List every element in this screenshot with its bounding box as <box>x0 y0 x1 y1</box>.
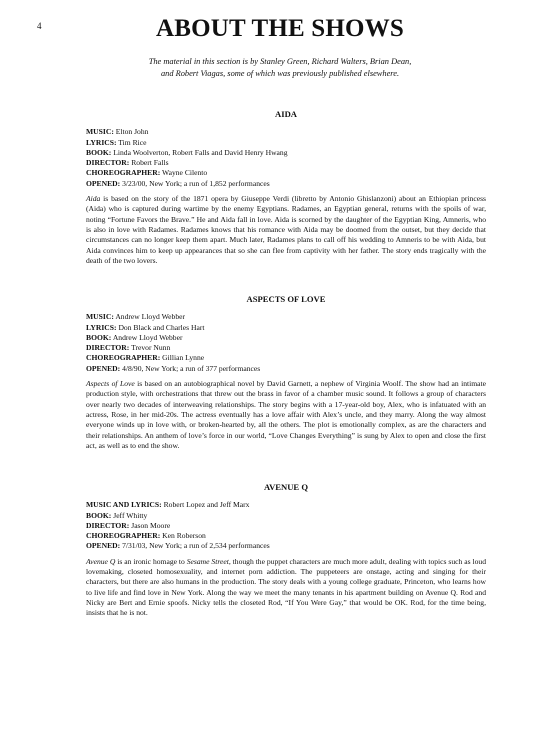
credit-label: OPENED: <box>86 178 121 188</box>
credit-music <box>86 127 486 137</box>
credit-value: 4/8/90, New York; a run of 377 performances <box>122 363 261 373</box>
credits-block <box>86 500 486 551</box>
credit-book <box>86 333 486 343</box>
credit-value: Andrew Lloyd Webber <box>115 312 186 322</box>
credits-block <box>86 312 486 374</box>
credit-director <box>86 521 486 531</box>
credit-value: Robert Lopez and Jeff Marx <box>163 500 250 510</box>
show-entry-aspects-of-love <box>86 294 486 451</box>
credit-label: BOOK: <box>86 147 112 157</box>
synopsis <box>86 379 486 451</box>
credit-music <box>86 312 486 322</box>
credit-label: LYRICS: <box>86 137 117 147</box>
show-entry-avenue-q <box>86 482 486 619</box>
synopsis-text: is based on the story of the 1871 opera by Giuseppe Verdi (libretto by Antonio Ghislanzoni) about an Ethiopian princess (Aida) who is captured during wartime by the enemy Egyptians. Radames, an Egyptian general, returns with the spoils of war, noting “Fortune Favors the Brave.” He and Aida fall in love. Aida is scorned by the daughter of the Egyptian King, Amneris, who is also in love with Radames. Radames knows that his romance with Aida may be doomed from the outset, but they decide that circumstances can no longer keep them apart. Much later, Radames plans to call off his wedding to Amneris to be with Aida, but Aida convinces him to keep up appearances that so she can flee from captivity with her father. The story ends tragically with the death of the two lovers. <box>86 194 486 265</box>
credit-music-and-lyrics <box>86 500 486 510</box>
page-number: 4 <box>37 21 42 31</box>
intro-line: The material in this section is by Stanley Green, Richard Walters, Brian Dean, <box>148 57 412 66</box>
credit-value: Trevor Nunn <box>131 343 171 353</box>
credit-label: DIRECTOR: <box>86 158 130 168</box>
credit-value: Tim Rice <box>118 137 147 147</box>
show-name-italic: Aspects of Love <box>86 379 135 389</box>
credit-choreographer <box>86 531 486 541</box>
credit-value: Jason Moore <box>131 520 171 530</box>
show-title: ASPECTS OF LOVE <box>246 294 326 304</box>
show-entry-aida <box>86 109 486 266</box>
synopsis-text: , though the puppet characters are much more adult, dealing with topics such as loud lovemaking, closeted homosexuality, and internet porn addiction. The puppeteers are onstage, acting and singing for their characters, but there are also humans in the production. The story deals with a young college graduate, Princeton, who learns how to live life and find love in New York. Along the way we meet the many tenants in his apartment building on Avenue Q. Rod and Nicky are Bert and Ernie spoofs. Nicky tells the closeted Rod, “If You Were Gay,” that would be OK. Rod, for the time being, insists that he is not. <box>86 556 486 618</box>
credit-label: OPENED: <box>86 363 121 373</box>
synopsis <box>86 194 486 266</box>
credit-value: Elton John <box>115 127 149 137</box>
credit-label: MUSIC AND LYRICS: <box>86 500 162 510</box>
credit-value: Don Black and Charles Hart <box>118 322 205 332</box>
credit-value: Linda Woolverton, Robert Falls and David Henry Hwang <box>113 147 288 157</box>
show-title: AIDA <box>275 109 297 119</box>
credit-label: CHOREOGRAPHER: <box>86 531 161 541</box>
credit-opened <box>86 541 486 551</box>
reference-italic: Sesame Street <box>186 556 229 566</box>
credit-label: CHOREOGRAPHER: <box>86 168 161 178</box>
credit-lyrics <box>86 323 486 333</box>
credit-book <box>86 148 486 158</box>
credit-lyrics <box>86 138 486 148</box>
credit-value: Wayne Cilento <box>162 168 208 178</box>
credit-opened <box>86 179 486 189</box>
credit-director <box>86 343 486 353</box>
show-name-italic: Avenue Q <box>86 556 116 566</box>
credit-book <box>86 511 486 521</box>
credit-value: Andrew Lloyd Webber <box>112 332 183 342</box>
credit-label: DIRECTOR: <box>86 343 130 353</box>
credit-value: 7/31/03, New York; a run of 2,534 performances <box>122 541 270 551</box>
credit-value: Gillian Lynne <box>162 353 205 363</box>
credit-value: Jeff Whitty <box>113 510 148 520</box>
credit-label: BOOK: <box>86 332 112 342</box>
credit-value: Ken Roberson <box>162 531 206 541</box>
synopsis <box>86 557 486 619</box>
synopsis-text: is an ironic homage to <box>115 556 187 566</box>
intro-note <box>60 56 500 80</box>
credit-value: 3/23/00, New York; a run of 1,852 performances <box>122 178 270 188</box>
credit-choreographer <box>86 168 486 178</box>
credit-choreographer <box>86 353 486 363</box>
credit-label: LYRICS: <box>86 322 117 332</box>
credit-label: CHOREOGRAPHER: <box>86 353 161 363</box>
credit-label: MUSIC: <box>86 127 114 137</box>
credit-label: MUSIC: <box>86 312 114 322</box>
credits-block <box>86 127 486 189</box>
credit-opened <box>86 364 486 374</box>
intro-line: and Robert Viagas, some of which was previously published elsewhere. <box>160 69 400 78</box>
credit-label: DIRECTOR: <box>86 520 130 530</box>
credit-label: BOOK: <box>86 510 112 520</box>
synopsis-text: is based on an autobiographical novel by David Garnett, a nephew of Virginia Woolf. The show had an intimate production style, with orchestrations that threw out the brass in favor of a chamber music sound. It follows a group of characters over nearly two decades of interweaving relationships. The story begins with a 17-year-old boy, Alex, who is infatuated with an actress, Rose, in her mid-20s. The actress eventually has a love affair with Alex’s uncle, and they marry. Along the way almost everyone winds up in love with, or broken-hearted by, all the others. The plot is emotionally complex, as are the characters and their relationships. An anthem of love’s force in our world, “Love Changes Everything” is sung by Alex to open and close the first act, as well as to end the show. <box>86 379 486 450</box>
credit-director <box>86 158 486 168</box>
credit-label: OPENED: <box>86 541 121 551</box>
page-title: ABOUT THE SHOWS <box>156 15 404 42</box>
credit-value: Robert Falls <box>131 158 169 168</box>
show-name-italic: Aida <box>86 194 101 204</box>
show-title: AVENUE Q <box>263 482 308 492</box>
